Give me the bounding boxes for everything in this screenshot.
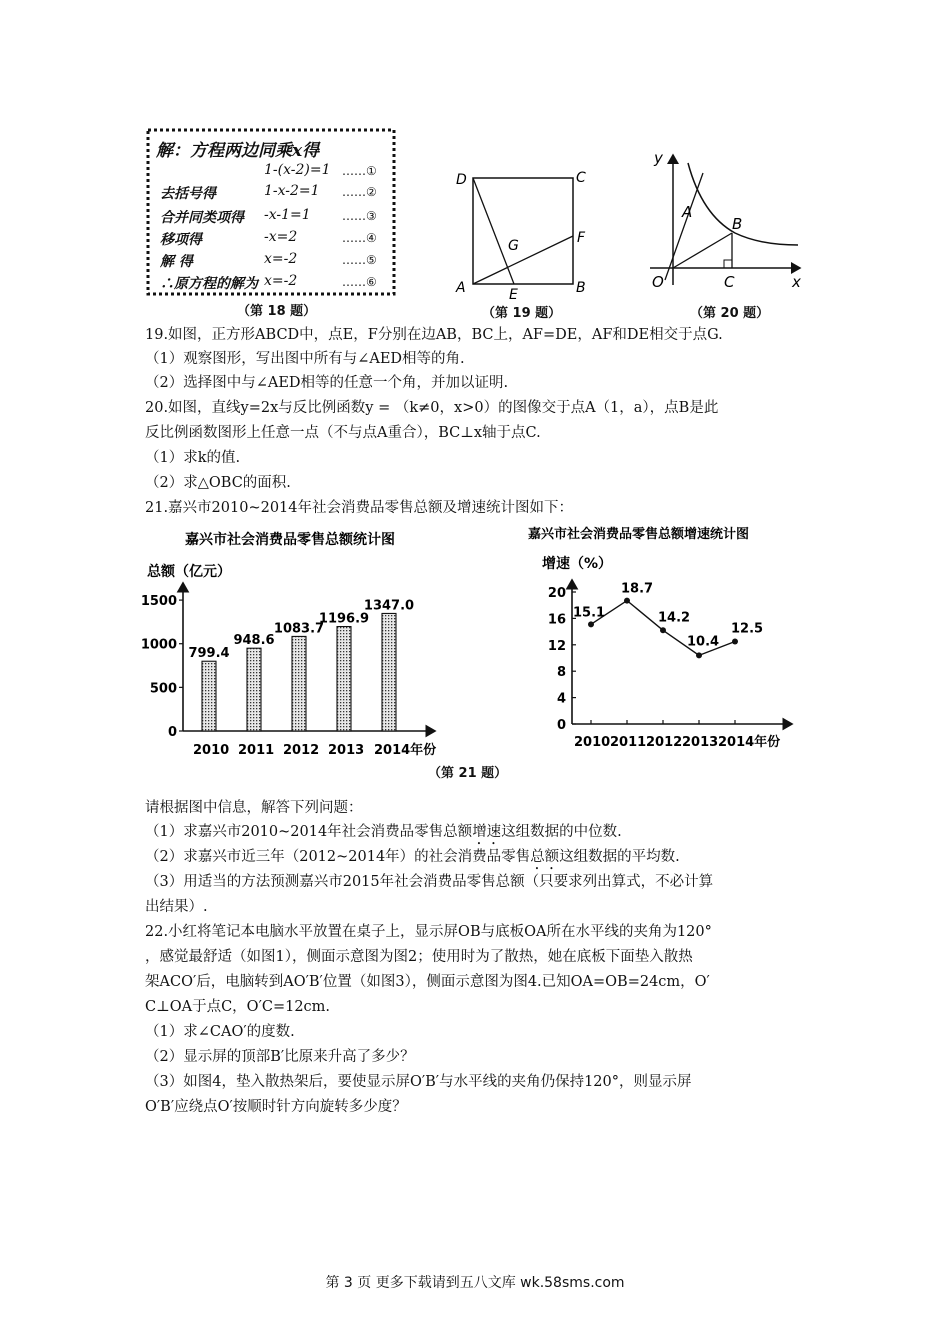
fig20-label-x: x bbox=[792, 273, 801, 291]
fig19-label-a: A bbox=[456, 280, 466, 296]
fig19-label-c: C bbox=[576, 170, 586, 186]
line-chart-category-label: 2012 bbox=[646, 735, 683, 750]
fig18-step-marker: ……① bbox=[342, 164, 377, 178]
fig19-label-d: D bbox=[456, 172, 467, 188]
fig20-label-c: C bbox=[724, 273, 735, 291]
fig18-step-label: ∴原方程的解为 bbox=[160, 276, 258, 292]
fig18-step-marker: ……⑤ bbox=[342, 253, 377, 267]
q21-part3-line2: 出结果）. bbox=[145, 899, 208, 915]
q20-line1: 20.如图，直线y=2x与反比例函数y = （k≠0，x>0）的图像交于点A（1，a），点B是此 bbox=[145, 400, 719, 416]
line-chart-ytick-label: 4 bbox=[556, 691, 566, 707]
fig18-step-label: 合并同类项得 bbox=[160, 210, 244, 226]
line-chart-value-label: 10.4 bbox=[687, 634, 720, 650]
fig18-step-marker: ……④ bbox=[342, 231, 377, 245]
line-chart-value-label: 15.1 bbox=[573, 605, 606, 621]
fig19-line-de bbox=[473, 178, 514, 284]
bar-chart-ylabel: 总额（亿元） bbox=[147, 564, 231, 580]
q21-part1: （1）求嘉兴市2010~2014年社会消费品零售总额增速这组数据的中位数. bbox=[145, 824, 622, 840]
fig19-label-b: B bbox=[576, 280, 586, 296]
fig18-step-equation: x=-2 bbox=[264, 251, 298, 267]
line-chart-value-label: 18.7 bbox=[621, 581, 654, 597]
fig18-caption: （第 18 题） bbox=[237, 304, 317, 319]
fig19-figure bbox=[448, 160, 598, 303]
bar-chart-value-label: 799.4 bbox=[188, 646, 230, 662]
line-chart-point bbox=[660, 627, 666, 633]
fig20-hyperbola bbox=[688, 163, 798, 245]
bar-chart-value-label: 1083.7 bbox=[273, 621, 325, 637]
fig18-step-marker: ……⑥ bbox=[342, 275, 377, 289]
line-chart-ytick-label: 12 bbox=[547, 638, 566, 654]
line-chart-value-label: 12.5 bbox=[731, 621, 764, 637]
bar-chart-bar bbox=[382, 613, 396, 731]
q19-part1: （1）观察图形，写出图中所有与∠AED相等的角. bbox=[145, 351, 465, 367]
bar-chart-title: 嘉兴市社会消费品零售总额统计图 bbox=[185, 532, 395, 548]
q20-line2: 反比例函数图形上任意一点（不与点A重合），BC⊥x轴于点C. bbox=[145, 425, 541, 441]
q19-part2: （2）选择图中与∠AED相等的任意一个角，并加以证明. bbox=[145, 375, 509, 391]
q21-intro: 请根据图中信息，解答下列问题： bbox=[145, 800, 363, 816]
fig18-step-equation: -x-1=1 bbox=[264, 207, 311, 223]
line-chart-ytick-label: 16 bbox=[547, 612, 566, 628]
fig20-label-b: B bbox=[732, 215, 743, 233]
bar-chart-category-label: 2010 bbox=[193, 743, 230, 758]
bar-chart bbox=[140, 522, 455, 762]
bar-chart-value-label: 948.6 bbox=[233, 633, 275, 649]
bar-chart-value-label: 1196.9 bbox=[318, 611, 370, 627]
line-chart-category-label: 2011 bbox=[610, 735, 647, 750]
bar-chart-category-label: 2013 bbox=[328, 743, 365, 758]
bar-chart-ytick-label: 500 bbox=[149, 681, 177, 697]
fig20-label-a: A bbox=[682, 203, 693, 221]
fig18-step-label: 移项得 bbox=[160, 232, 202, 248]
line-chart-point bbox=[696, 652, 702, 658]
fig18-step-label: 去括号得 bbox=[160, 186, 216, 202]
fig20-line-ob bbox=[673, 233, 732, 268]
fig18-step-equation: 1-(x-2)=1 bbox=[264, 162, 331, 178]
bar-chart-category-label: 2014年份 bbox=[374, 743, 437, 758]
fig19-line-af bbox=[473, 236, 573, 284]
q20-part1: （1）求k的值. bbox=[145, 450, 241, 466]
bar-chart-value-label: 1347.0 bbox=[363, 598, 415, 614]
q21-part3-line1: （3）用适当的方法预测嘉兴市2015年社会消费品零售总额（只要求列出算式，不必计算 bbox=[145, 874, 714, 890]
q21-stem: 21.嘉兴市2010~2014年社会消费品零售总额及增速统计图如下： bbox=[145, 500, 574, 516]
bar-chart-category-label: 2011 bbox=[238, 743, 275, 758]
line-chart-ytick-label: 20 bbox=[547, 586, 566, 601]
fig20-label-o: O bbox=[652, 273, 664, 291]
fig19-caption: （第 19 题） bbox=[482, 306, 562, 321]
bar-chart-ytick-label: 1500 bbox=[140, 594, 177, 610]
q22-line2: ，感觉最舒适（如图1），侧面示意图为图2；使用时为了散热，她在底板下面垫入散热 bbox=[145, 949, 693, 965]
line-chart-category-label: 2013 bbox=[682, 735, 719, 750]
line-chart-point bbox=[588, 621, 594, 627]
line-chart-point bbox=[732, 639, 738, 645]
q22-line4: C⊥OA于点C，O′C=12cm. bbox=[145, 999, 331, 1015]
line-chart-ytick-label: 8 bbox=[556, 665, 566, 681]
line-chart-category-label: 2014年份 bbox=[718, 735, 781, 750]
fig19-label-f: F bbox=[577, 230, 586, 246]
q22-part3-line1: （3）如图4，垫入散热架后，要使显示屏O′B′与水平线的夹角仍保持120°，则显示屏 bbox=[145, 1074, 692, 1090]
fig18-step-equation: 1-x-2=1 bbox=[264, 183, 320, 199]
q22-line3: 架ACO′后，电脑转到AO′B′位置（如图3），侧面示意图为图4.已知OA=OB=24cm，O′ bbox=[145, 974, 710, 990]
q22-part3-line2: O′B′应绕点O′按顺时针方向旋转多少度？ bbox=[145, 1099, 407, 1115]
fig18-step-label: 解 得 bbox=[160, 254, 193, 270]
fig18-figure bbox=[146, 128, 396, 296]
bar-chart-bar bbox=[337, 627, 351, 731]
fig18-title: 解：方程两边同乘x得 bbox=[156, 141, 320, 161]
fig19-label-e: E bbox=[509, 287, 518, 303]
fig18-step-marker: ……③ bbox=[342, 209, 377, 223]
fig18-step-equation: -x=2 bbox=[264, 229, 298, 245]
q19-stem: 19.如图，正方形ABCD中，点E，F分别在边AB，BC上，AF=DE，AF和DE相交于点G. bbox=[145, 327, 723, 343]
line-chart-title: 嘉兴市社会消费品零售总额增速统计图 bbox=[528, 527, 750, 542]
line-chart-ytick-label: 0 bbox=[556, 718, 566, 733]
bar-chart-bar bbox=[247, 648, 261, 731]
bar-chart-bar bbox=[202, 661, 216, 731]
fig19-square bbox=[473, 178, 573, 284]
q22-part1: （1）求∠CAO′的度数. bbox=[145, 1024, 295, 1040]
q22-line1: 22.小红将笔记本电脑水平放置在桌子上，显示屏OB与底板OA所在水平线的夹角为120° bbox=[145, 924, 712, 940]
line-chart-ylabel: 增速（%） bbox=[542, 556, 613, 572]
line-chart bbox=[520, 522, 820, 762]
q20-part2: （2）求△OBC的面积. bbox=[145, 475, 291, 491]
fig20-figure bbox=[640, 145, 815, 295]
bar-chart-ytick-label: 0 bbox=[167, 725, 177, 740]
bar-chart-bar bbox=[292, 636, 306, 731]
page-footer: 第 3 页 更多下载请到五八文库 wk.58sms.com bbox=[325, 1275, 625, 1291]
fig18-step-equation: x=-2 bbox=[264, 273, 298, 289]
fig18-step-marker: ……② bbox=[342, 185, 377, 199]
bar-chart-ytick-label: 1000 bbox=[140, 637, 177, 653]
line-chart-value-label: 14.2 bbox=[658, 610, 691, 626]
q21-part2: （2）求嘉兴市近三年（2012~2014年）的社会消费品零售总额这组数据的平均数. bbox=[145, 849, 680, 865]
bar-chart-category-label: 2012 bbox=[283, 743, 320, 758]
line-chart-category-label: 2010 bbox=[574, 735, 611, 750]
fig19-label-g: G bbox=[508, 238, 519, 254]
fig20-caption: （第 20 题） bbox=[690, 306, 770, 321]
q21-caption: （第 21 题） bbox=[428, 766, 508, 781]
line-chart-point bbox=[624, 598, 630, 604]
fig20-label-y: y bbox=[654, 149, 663, 167]
fig20-right-angle bbox=[724, 260, 732, 268]
q22-part2: （2）显示屏的顶部B′比原来升高了多少？ bbox=[145, 1049, 415, 1065]
